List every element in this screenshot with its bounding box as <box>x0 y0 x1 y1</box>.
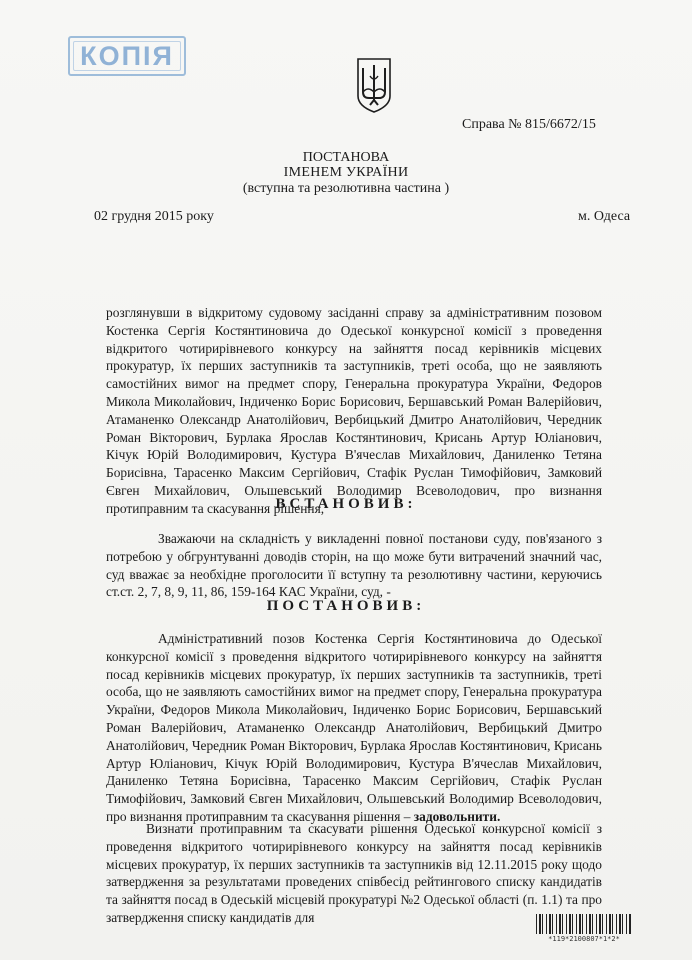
document-city: м. Одеса <box>578 209 631 224</box>
barcode-text: *119*2100807*1*2* <box>548 935 620 943</box>
document-subtitle: ІМЕНЕМ УКРАЇНИ <box>283 165 409 180</box>
trident-emblem-icon <box>354 56 394 114</box>
heading-decided: ПОСТАНОВИВ: <box>266 598 426 614</box>
intro-paragraph: розглянувши в відкритому судовому засіданні справу за адміністративним позовом Костенка Сергія Костянтиновича до Одеської конкурсної комісії з проведення відкритого чотирирівневого конкурсу на зайняття посад керівників місцевих прокуратур, їх перших заступників та заступників, треті особа, що не заявляють самостійних вимог на предмет спору, Генеральна прокуратура України, Федоров Микола Миколайович, Індиченко Борис Борисович, Бершавський Роман Валерійович, Атаманенко Олександр Анатолійович, Вербицький Дмитро Анатолійович, Чередник Роман Вікторович, Бурлака Ярослав Костянтинович, Крисань Артур Юліанович, Кічук Юрій Володимирович, Кустура В'ячеслав Михайлович, Даниленко Тетяна Борисівна, Тарасенко Максим Сергійович, Стафік Руслан Тимофійович, Замковий Євген Михайлович, Ольшевський Володимир Всеволодович, про визнання протиправним та скасування рішення, <box>106 305 602 516</box>
decided-result: задовольнити. <box>413 808 501 824</box>
established-paragraph: Зважаючи на складність у викладенні повної постанови суду, пов'язаного з потребою у обгрунтуванні доводів сторін, на що може бути витрачений значний час, суд вважає за необхідне проголосити її вступну та резолютивну частини, керуючись ст.ст. 2, 7, 8, 9, 11, 86, 159-164 КАС України, суд, - <box>106 531 602 600</box>
document-title: ПОСТАНОВА <box>302 150 390 165</box>
decided-paragraph <box>106 630 602 826</box>
heading-established: ВСТАНОВИВ: <box>275 496 417 512</box>
barcode <box>536 914 632 934</box>
document-part-note: (вступна та резолютивна частина ) <box>242 181 450 196</box>
document-date: 02 грудня 2015 року <box>94 209 214 224</box>
decided-text: Адміністративний позов Костенка Сергія Костянтиновича до Одеської конкурсної комісії з проведення відкритого чотирирівневого конкурсу на зайняття посад керівників місцевих прокуратур, їх перших заступників та заступників, треті особа, що не заявляють самостійних вимог на предмет спору, Генеральна прокуратура України, Федоров Микола Миколайович, Індиченко Борис Борисович, Бершавський Роман Валерійович, Атаманенко Олександр Анатолійович, Вербицький Дмитро Анатолійович, Чередник Роман Вікторович, Бурлака Ярослав Костянтинович, Крисань Артур Юліанович, Кічук Юрій Володимирович, Кустура В'ячеслав Михайлович, Даниленко Тетяна Борисівна, Тарасенко Максим Сергійович, Стафік Руслан Тимофійович, Замковий Євген Михайлович, Ольшевський Володимир Всеволодович, про визнання протиправним та скасування рішення – <box>106 631 602 824</box>
copy-stamp: КОПІЯ <box>68 36 186 76</box>
final-paragraph: Визнати протиправним та скасувати рішення Одеської конкурсної комісії з проведення відкритого чотирирівневого конкурсу на зайняття посад керівників місцевих прокуратур, їх перших заступників та заступників від 12.11.2015 року щодо затвердження за результатами проведених співбесід рейтингового списку кандидатів та зайняття посад в Одеській місцевій прокуратурі №2 Одеської області (п. 1.1) та про затвердження списку кандидатів для <box>106 821 602 925</box>
case-number: Справа № 815/6672/15 <box>462 117 596 132</box>
